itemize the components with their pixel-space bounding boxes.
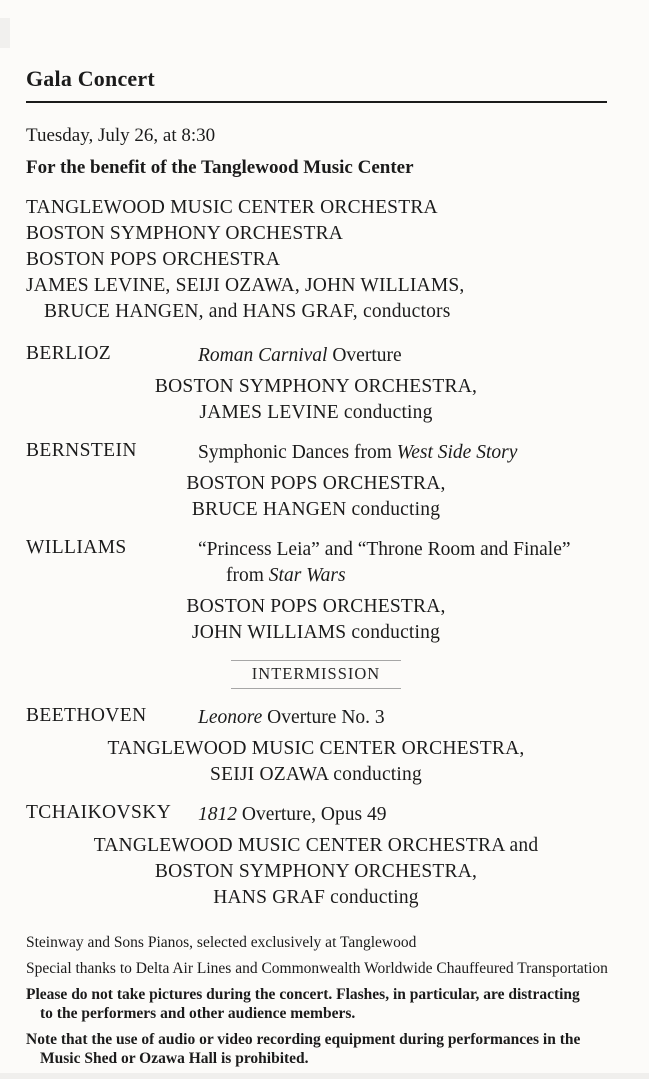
work-row — [26, 537, 635, 589]
footer-notes — [26, 933, 635, 1068]
work-title-segment: “Princess Leia” and “Throne Room and Finale” — [198, 539, 571, 560]
footer-note — [26, 985, 635, 1023]
work-title — [198, 705, 385, 731]
scan-artifact — [0, 1073, 649, 1079]
performer-line: BOSTON SYMPHONY ORCHESTRA, — [154, 376, 478, 397]
work-title-segment: Overture — [327, 345, 402, 366]
work-title-segment: West Side Story — [396, 442, 518, 463]
performer-line: SEIJI OZAWA conducting — [210, 764, 422, 785]
ensemble-line: TANGLEWOOD MUSIC CENTER ORCHESTRA — [26, 197, 438, 218]
work-row — [26, 705, 635, 731]
ensembles-list — [26, 195, 635, 325]
program-item — [26, 440, 635, 523]
performer-line: HANS GRAF conducting — [213, 887, 419, 908]
footer-note-line: Please do not take pictures during the concert. Flashes, in particular, are distracting — [26, 986, 580, 1003]
footer-note — [26, 933, 635, 952]
program-list — [26, 343, 635, 911]
work-title-line — [198, 802, 386, 828]
performer-line: JAMES LEVINE conducting — [199, 402, 433, 423]
program-item — [26, 802, 635, 911]
performers-block — [26, 833, 606, 911]
work-title-segment: Roman Carnival — [198, 345, 328, 366]
performer-line: BOSTON SYMPHONY ORCHESTRA, — [154, 861, 478, 882]
footer-note-line: to the performers and other audience members. — [40, 1005, 356, 1022]
work-title — [198, 802, 386, 828]
performers-block — [26, 594, 606, 646]
work-title-segment: Star Wars — [268, 565, 346, 586]
ensemble-line: JAMES LEVINE, SEIJI OZAWA, JOHN WILLIAMS, — [26, 275, 465, 296]
performer-line: BOSTON POPS ORCHESTRA, — [186, 596, 446, 617]
work-title-line — [198, 440, 517, 466]
performer-line: JOHN WILLIAMS conducting — [191, 622, 441, 643]
footer-note-line: Note that the use of audio or video recording equipment during performances in the — [26, 1031, 581, 1048]
work-title-segment: Overture, Opus 49 — [237, 804, 387, 825]
performers-block — [26, 471, 606, 523]
footer-note-line: Music Shed or Ozawa Hall is prohibited. — [40, 1050, 309, 1067]
composer-name: WILLIAMS — [26, 537, 127, 558]
work-title-line — [198, 537, 571, 563]
title-rule — [26, 101, 607, 103]
work-title — [198, 537, 571, 589]
work-row — [26, 440, 635, 466]
work-row — [26, 343, 635, 369]
work-title-line — [198, 563, 571, 589]
benefit-line: For the benefit of the Tanglewood Music Center — [26, 157, 414, 178]
program-item — [26, 537, 635, 646]
performer-line: BRUCE HANGEN conducting — [191, 499, 441, 520]
composer-name: BEETHOVEN — [26, 705, 147, 726]
work-title-segment: Symphonic Dances from — [198, 442, 397, 463]
intermission-label: INTERMISSION — [231, 660, 401, 689]
footer-note — [26, 959, 635, 978]
work-title-segment: Leonore — [198, 707, 263, 728]
ensemble-line: BOSTON POPS ORCHESTRA — [26, 249, 281, 270]
page-title: Gala Concert — [26, 66, 155, 91]
footer-note-line: Special thanks to Delta Air Lines and Commonwealth Worldwide Chauffeured Transportation — [26, 960, 608, 977]
scan-artifact — [0, 18, 10, 48]
composer-name: TCHAIKOVSKY — [26, 802, 172, 823]
performer-line: BOSTON POPS ORCHESTRA, — [186, 473, 446, 494]
intermission-section — [26, 660, 606, 689]
performer-line: TANGLEWOOD MUSIC CENTER ORCHESTRA, — [107, 738, 525, 759]
date-line: Tuesday, July 26, at 8:30 — [26, 125, 216, 146]
composer-name: BERLIOZ — [26, 343, 112, 364]
work-title-segment: from — [226, 565, 269, 586]
program-item — [26, 343, 635, 426]
program-item — [26, 705, 635, 788]
work-title-segment: 1812 — [198, 804, 237, 825]
work-row — [26, 802, 635, 828]
footer-note-line: Steinway and Sons Pianos, selected exclusively at Tanglewood — [26, 934, 417, 951]
work-title-line — [198, 343, 402, 369]
work-title — [198, 440, 517, 466]
work-title-line — [198, 705, 385, 731]
work-title — [198, 343, 402, 369]
work-title-segment: Overture No. 3 — [262, 707, 385, 728]
performers-block — [26, 736, 606, 788]
performers-block — [26, 374, 606, 426]
ensemble-line: BRUCE HANGEN, and HANS GRAF, conductors — [44, 301, 451, 322]
footer-note — [26, 1030, 635, 1068]
composer-name: BERNSTEIN — [26, 440, 137, 461]
ensemble-line: BOSTON SYMPHONY ORCHESTRA — [26, 223, 344, 244]
performer-line: TANGLEWOOD MUSIC CENTER ORCHESTRA and — [93, 835, 539, 856]
